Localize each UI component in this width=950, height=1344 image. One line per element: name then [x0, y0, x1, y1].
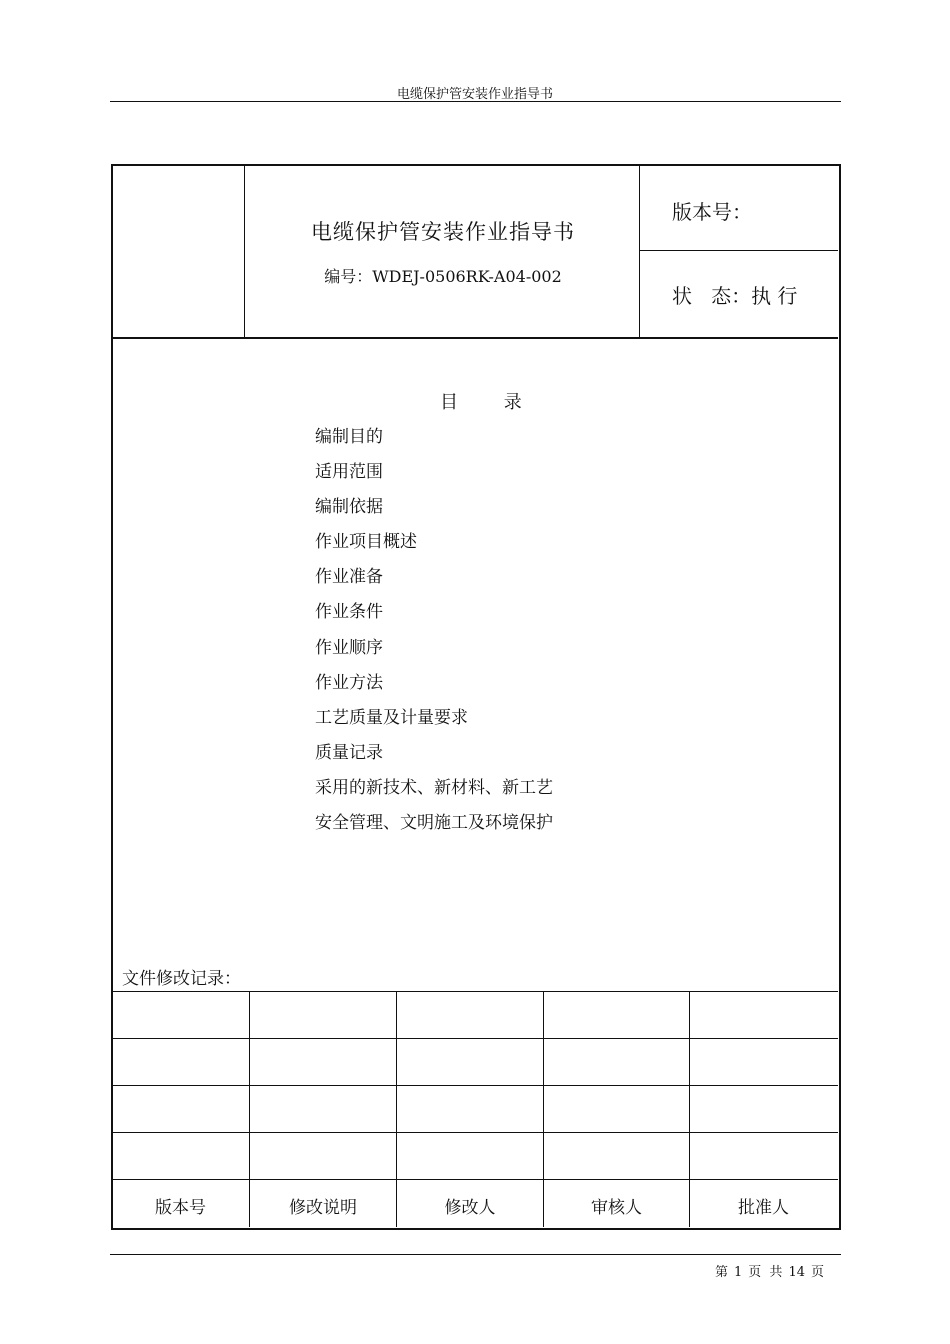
version-status-divider: [640, 250, 838, 251]
toc-item: 作业准备: [315, 567, 383, 588]
revision-cell: [397, 1086, 543, 1132]
toc-item: 编制目的: [315, 427, 383, 447]
page-number: [712, 1261, 827, 1280]
column-header-modifier: 修改人: [444, 1198, 496, 1218]
page-number-middle: 页 共: [748, 1265, 783, 1280]
toc-heading: 目 录: [440, 392, 522, 413]
page-header-title: 电缆保护管安装作业指导书: [396, 87, 553, 102]
title-block-divider-right: [639, 165, 640, 338]
revision-table-rule: [112, 1179, 838, 1180]
revision-cell: [544, 992, 689, 1038]
column-header-description: 修改说明: [289, 1198, 357, 1218]
toc-item: 作业条件: [315, 602, 383, 623]
toc-list: [315, 420, 553, 841]
revision-cell: [112, 992, 249, 1038]
toc-item: 质量记录: [315, 742, 383, 763]
revision-cell: [690, 992, 837, 1038]
revision-cell: [250, 1039, 396, 1085]
page-number-suffix: 页: [810, 1265, 824, 1280]
revision-cell: [112, 1039, 249, 1085]
footer-rule: [110, 1254, 841, 1255]
revision-cell: [690, 1039, 837, 1085]
toc-item: 安全管理、文明施工及环境保护: [315, 813, 553, 834]
revision-cell: [544, 1039, 689, 1085]
toc-item: 作业方法: [315, 672, 383, 693]
toc-item: 采用的新技术、新材料、新工艺: [315, 777, 553, 798]
revision-cell: [690, 1133, 837, 1179]
revision-cell: [397, 992, 543, 1038]
column-header-approver: 批准人: [738, 1198, 789, 1218]
page-number-prefix: 第: [715, 1265, 729, 1280]
revision-cell: [544, 1133, 689, 1179]
column-header-version: 版本号: [155, 1198, 206, 1218]
revision-cell: [250, 1133, 396, 1179]
document-code: 编号：WDEJ-0506RK-A04-002: [324, 267, 562, 286]
revision-cell: [397, 1039, 543, 1085]
toc-item: 编制依据: [315, 497, 383, 518]
revision-cell: [250, 1086, 396, 1132]
revision-cell: [544, 1086, 689, 1132]
revision-cell: [690, 1086, 837, 1132]
document-title: 电缆保护管安装作业指导书: [311, 220, 575, 244]
revision-cell: [112, 1133, 249, 1179]
toc-item: 作业项目概述: [315, 532, 417, 553]
version-label: 版本号：: [672, 200, 752, 224]
status-label: 状 态：执 行: [672, 284, 798, 308]
current-page: 1: [734, 1265, 743, 1280]
revision-cell: [250, 992, 396, 1038]
column-header-reviewer: 审核人: [591, 1198, 642, 1218]
revision-cell: [112, 1086, 249, 1132]
total-pages: 14: [788, 1265, 805, 1280]
revision-record-label: 文件修改记录：: [122, 969, 241, 989]
title-block-divider-left: [244, 165, 245, 338]
toc-item: 工艺质量及计量要求: [315, 707, 468, 728]
toc-item: 适用范围: [315, 462, 383, 483]
header-rule: [110, 101, 841, 102]
revision-cell: [397, 1133, 543, 1179]
title-block-bottom-rule: [112, 337, 838, 339]
toc-item: 作业顺序: [315, 637, 383, 658]
